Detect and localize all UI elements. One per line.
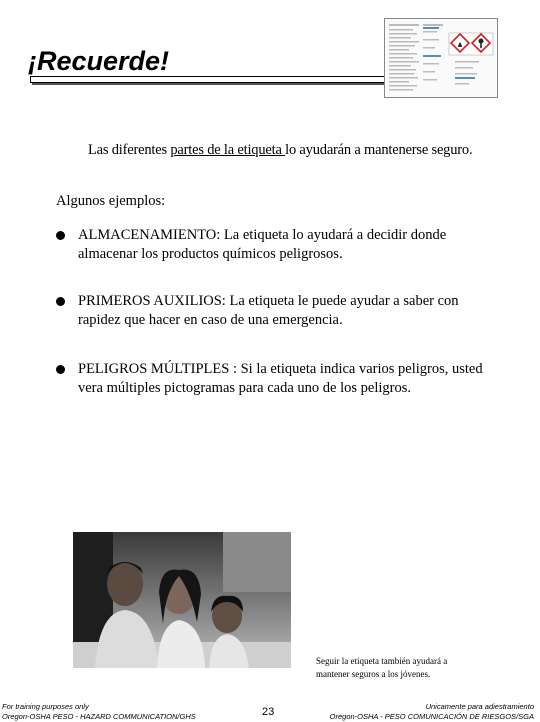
bullet-dot-icon — [56, 365, 65, 374]
footer-right — [330, 702, 534, 722]
caption-line: mantener seguros a los jóvenes. — [316, 669, 431, 679]
bullet-line: PRIMEROS AUXILIOS: La etiqueta le puede ayudar a saber con — [78, 293, 459, 309]
children-photo-graphic — [73, 532, 291, 668]
bullet-storage — [56, 226, 506, 264]
footer-left — [2, 702, 196, 722]
bullet-dot-icon — [56, 231, 65, 240]
bullet-dot-icon — [56, 297, 65, 306]
bullet-line: ALMACENAMIENTO: La etiqueta lo ayudará a decidir donde — [78, 227, 447, 243]
page-title: ¡Recuerde! — [28, 46, 170, 76]
footer-right-line: Unicamente para adiestramiento — [425, 702, 534, 711]
footer-left-line: Oregon-OSHA PESO - HAZARD COMMUNICATION/GHS — [2, 712, 196, 721]
photo-caption — [316, 655, 516, 681]
intro-underlined-text: partes de la etiqueta — [170, 142, 286, 158]
bullet-line: PELIGROS MÚLTIPLES : Si la etiqueta indica varios peligros, usted — [78, 361, 483, 377]
page-number: 23 — [262, 706, 275, 718]
bullet-line: almacenar los productos químicos peligrosos. — [78, 246, 343, 262]
examples-heading: Algunos ejemplos: — [56, 193, 166, 209]
intro-sentence — [88, 142, 472, 159]
caption-line: Seguir la etiqueta también ayudará a — [316, 656, 448, 666]
footer-right-line: Oregon-OSHA - PESO COMUNICACIÓN DE RIESGOS/SGA — [329, 712, 534, 721]
ghs-label-thumbnail — [384, 18, 498, 98]
intro-text-before: Las diferentes — [88, 142, 171, 158]
bullet-line: vera múltiples pictogramas para cada uno de los peligros. — [78, 380, 411, 396]
bullet-multiple-hazards — [56, 360, 506, 398]
bullet-first-aid — [56, 292, 506, 330]
intro-text-after: lo ayudarán a mantenerse seguro. — [285, 142, 473, 158]
label-thumbnail-graphic — [385, 19, 497, 97]
footer-left-line: For training purposes only — [2, 702, 89, 711]
title-underline-bar — [30, 76, 390, 83]
bullet-line: rapidez que hacer en caso de una emergencia. — [78, 312, 343, 328]
children-photo — [73, 532, 291, 668]
